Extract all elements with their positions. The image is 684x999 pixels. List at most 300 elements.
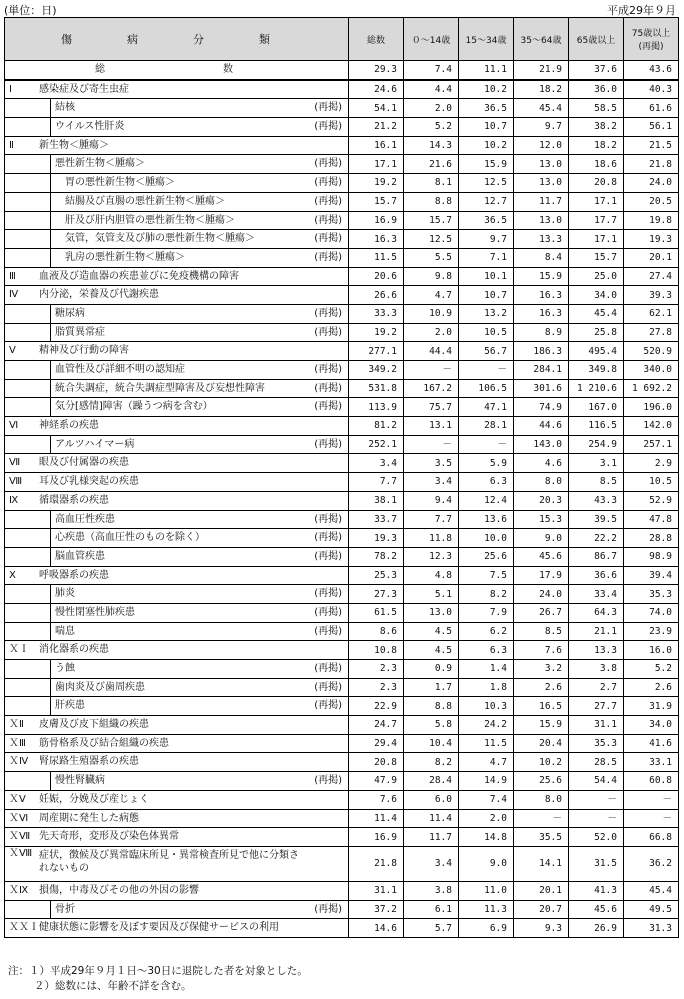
row-saikei-label [302, 137, 348, 155]
value-cell: 11.5 [349, 248, 404, 267]
table-row [5, 248, 679, 267]
value-cell: 20.8 [349, 753, 404, 772]
row-disease-name: 乳房の悪性新生物＜腫瘍＞ [55, 251, 185, 263]
value-cell: 47.1 [459, 398, 514, 417]
value-cell: 58.5 [569, 99, 624, 118]
row-saikei-label: (再掲) [314, 401, 342, 413]
row-disease-name: 精神及び行動の障害 [39, 345, 129, 357]
row-class-number [5, 660, 51, 678]
value-cell: 11.4 [349, 809, 404, 828]
value-cell: 4.4 [404, 80, 459, 99]
value-cell: 10.2 [459, 136, 514, 155]
value-cell: 13.3 [569, 641, 624, 660]
value-cell: 5.5 [404, 248, 459, 267]
value-cell: － [404, 435, 459, 454]
row-saikei-label: (再掲) [314, 102, 342, 114]
value-cell: 18.2 [514, 80, 569, 99]
row-saikei-label: (再掲) [314, 195, 342, 207]
value-cell: 60.8 [624, 772, 679, 791]
row-disease-name: 皮膚及び皮下組織の疾患 [39, 719, 149, 731]
value-cell: 8.5 [569, 473, 624, 492]
value-cell: 3.8 [569, 660, 624, 679]
row-label-cell [5, 192, 349, 211]
header-age-0-14: ０～14歳 [404, 18, 459, 61]
table-row [5, 828, 679, 847]
value-cell: 5.1 [404, 585, 459, 604]
row-saikei-label: (再掲) [314, 625, 342, 637]
value-cell: － [459, 435, 514, 454]
value-cell: 8.9 [514, 323, 569, 342]
row-class-number [5, 155, 51, 173]
table-row [5, 529, 679, 548]
table-row [5, 547, 679, 566]
value-cell: 24.2 [459, 716, 514, 735]
row-disease-name: 肺炎 [55, 588, 75, 600]
row-class-number [5, 529, 51, 547]
table-row [5, 585, 679, 604]
row-class-number: Ⅴ [9, 345, 16, 357]
value-cell: 8.4 [514, 248, 569, 267]
value-cell: 19.3 [349, 529, 404, 548]
row-class-number: ＸⅧ [9, 847, 33, 859]
value-cell: 21.8 [349, 846, 404, 881]
row-label-cell [5, 753, 349, 772]
value-cell: 10.7 [459, 118, 514, 137]
row-disease-name: 神経系の疾患 [39, 420, 99, 432]
value-cell: 186.3 [514, 342, 569, 361]
row-saikei-label: (再掲) [314, 438, 342, 450]
value-cell: 11.3 [459, 900, 514, 919]
value-cell: 35.3 [569, 734, 624, 753]
row-saikei-label: (再掲) [314, 251, 342, 263]
row-class-number [5, 99, 51, 117]
row-label-cell [5, 155, 349, 174]
row-class-number [5, 193, 51, 211]
value-cell: 7.1 [459, 248, 514, 267]
row-disease-name: 腎尿路生殖器系の疾患 [39, 756, 139, 768]
header-age-65-plus: 65歳以上 [569, 18, 624, 61]
row-label-cell [5, 585, 349, 604]
table-row [5, 267, 679, 286]
table-row [5, 641, 679, 660]
value-cell: 49.5 [624, 900, 679, 919]
value-cell: 2.3 [349, 660, 404, 679]
value-cell: 116.5 [569, 417, 624, 436]
value-cell: 31.9 [624, 697, 679, 716]
value-cell: 64.3 [569, 603, 624, 622]
value-cell: 7.6 [349, 790, 404, 809]
value-cell: 167.2 [404, 379, 459, 398]
row-saikei-label: (再掲) [314, 513, 342, 525]
table-row [5, 230, 679, 249]
value-cell: 21.1 [569, 622, 624, 641]
row-label-cell [5, 790, 349, 809]
row-class-number [5, 679, 51, 697]
row-label-cell [5, 529, 349, 548]
value-cell: 74.9 [514, 398, 569, 417]
value-cell: 20.3 [514, 491, 569, 510]
row-label-cell [5, 118, 349, 137]
value-cell: 62.1 [624, 304, 679, 323]
value-cell: 31.1 [569, 716, 624, 735]
table-row [5, 622, 679, 641]
row-class-number [5, 398, 51, 416]
value-cell: 11.1 [459, 61, 514, 80]
footnote-2: ２）総数には、年齢不詳を含む。 [34, 980, 192, 992]
value-cell: 21.5 [624, 136, 679, 155]
value-cell: 10.3 [459, 697, 514, 716]
value-cell: 66.8 [624, 828, 679, 847]
value-cell: 113.9 [349, 398, 404, 417]
value-cell: 43.3 [569, 491, 624, 510]
value-cell: 24.0 [624, 174, 679, 193]
date-label: 平成29年９月 [607, 4, 676, 17]
value-cell: 1 692.2 [624, 379, 679, 398]
row-class-number [5, 305, 51, 323]
value-cell: 19.8 [624, 211, 679, 230]
value-cell: 81.2 [349, 417, 404, 436]
row-saikei-label: (再掲) [314, 532, 342, 544]
table-row [5, 660, 679, 679]
value-cell: 54.1 [349, 99, 404, 118]
header-age-75-plus: 75歳以上 (再掲) [624, 18, 679, 61]
value-cell: 9.0 [514, 529, 569, 548]
value-cell: 39.3 [624, 286, 679, 305]
row-saikei-label: (再掲) [314, 177, 342, 189]
row-saikei-label [302, 268, 348, 286]
value-cell: 531.8 [349, 379, 404, 398]
value-cell: 3.1 [569, 454, 624, 473]
value-cell: 5.9 [459, 454, 514, 473]
value-cell: 16.3 [514, 286, 569, 305]
value-cell: 52.9 [624, 491, 679, 510]
value-cell: 39.5 [569, 510, 624, 529]
value-cell: 36.5 [459, 211, 514, 230]
row-saikei-label [302, 417, 348, 435]
value-cell: 1.8 [459, 678, 514, 697]
row-disease-name: 悪性新生物＜腫瘍＞ [55, 158, 145, 170]
row-label-cell [5, 828, 349, 847]
row-saikei-label [302, 342, 348, 360]
row-saikei-label: (再掲) [314, 326, 342, 338]
value-cell: 2.7 [569, 678, 624, 697]
value-cell: 74.0 [624, 603, 679, 622]
value-cell: 252.1 [349, 435, 404, 454]
row-label-cell [5, 248, 349, 267]
value-cell: 20.6 [349, 267, 404, 286]
value-cell: 47.8 [624, 510, 679, 529]
value-cell: 16.1 [349, 136, 404, 155]
value-cell: 9.0 [459, 846, 514, 881]
row-label-cell [5, 379, 349, 398]
value-cell: 6.1 [404, 900, 459, 919]
row-label-cell [5, 622, 349, 641]
row-saikei-label [302, 847, 348, 881]
row-disease-name: 慢性腎臓病 [55, 775, 105, 787]
value-cell: 44.6 [514, 417, 569, 436]
value-cell: 8.1 [404, 174, 459, 193]
value-cell: 10.2 [459, 80, 514, 99]
value-cell: 61.6 [624, 99, 679, 118]
value-cell: 12.3 [404, 547, 459, 566]
value-cell: 2.0 [404, 99, 459, 118]
value-cell: 25.6 [514, 772, 569, 791]
value-cell: 12.5 [459, 174, 514, 193]
value-cell: 1.7 [404, 678, 459, 697]
table-row [5, 846, 679, 881]
value-cell: 16.0 [624, 641, 679, 660]
row-label-cell [5, 435, 349, 454]
row-class-number: ＸⅨ [9, 884, 29, 896]
value-cell: 10.7 [459, 286, 514, 305]
value-cell: 36.6 [569, 566, 624, 585]
row-class-number: Ⅱ [9, 139, 14, 151]
table-row [5, 603, 679, 622]
value-cell: 26.9 [569, 919, 624, 938]
table-row [5, 379, 679, 398]
value-cell: 61.5 [349, 603, 404, 622]
value-cell: 7.4 [459, 790, 514, 809]
row-saikei-label: (再掲) [314, 700, 342, 712]
row-disease-name: 先天奇形，変形及び染色体異常 [39, 831, 179, 843]
row-label-cell [5, 881, 349, 900]
row-disease-name: 循環器系の疾患 [39, 494, 109, 506]
value-cell: 40.3 [624, 80, 679, 99]
value-cell: 4.5 [404, 622, 459, 641]
value-cell: 10.1 [459, 267, 514, 286]
row-label-cell [5, 267, 349, 286]
value-cell: 13.0 [514, 211, 569, 230]
value-cell: 106.5 [459, 379, 514, 398]
row-label-cell [5, 678, 349, 697]
value-cell: 86.7 [569, 547, 624, 566]
row-disease-name: 歯肉炎及び歯周疾患 [55, 681, 145, 693]
row-class-number: ＸＩ [9, 644, 29, 656]
row-disease-name: 肝及び肝内胆管の悪性新生物＜腫瘍＞ [55, 214, 235, 226]
value-cell: 22.2 [569, 529, 624, 548]
row-saikei-label: (再掲) [314, 588, 342, 600]
row-label-cell [5, 772, 349, 791]
value-cell: － [569, 809, 624, 828]
value-cell: 27.7 [569, 697, 624, 716]
value-cell: 45.6 [569, 900, 624, 919]
row-disease-name: 筋骨格系及び結合組織の疾患 [39, 737, 169, 749]
row-disease-name: 耳及び乳様突起の疾患 [39, 476, 139, 488]
value-cell: 3.2 [514, 660, 569, 679]
row-saikei-label: (再掲) [314, 663, 342, 674]
value-cell: 38.1 [349, 491, 404, 510]
row-disease-name: 総 数 [95, 64, 255, 75]
value-cell: 33.7 [349, 510, 404, 529]
table-row [5, 99, 679, 118]
row-disease-name: アルツハイマー病 [55, 438, 135, 450]
value-cell: 11.5 [459, 734, 514, 753]
value-cell: 17.7 [569, 211, 624, 230]
value-cell: 20.1 [514, 881, 569, 900]
value-cell: 11.7 [514, 192, 569, 211]
value-cell: 5.2 [404, 118, 459, 137]
row-disease-name: 気管，気管支及び肺の悪性新生物＜腫瘍＞ [55, 233, 255, 245]
row-saikei-label: (再掲) [314, 158, 342, 170]
value-cell: 142.0 [624, 417, 679, 436]
value-cell: 257.1 [624, 435, 679, 454]
row-disease-name: 血管性及び詳細不明の認知症 [55, 364, 185, 375]
value-cell: 47.9 [349, 772, 404, 791]
value-cell: 34.0 [624, 716, 679, 735]
value-cell: 12.0 [514, 136, 569, 155]
row-label-cell [5, 417, 349, 436]
row-label-cell [5, 547, 349, 566]
table-row [5, 174, 679, 193]
value-cell: 254.9 [569, 435, 624, 454]
table-row [5, 435, 679, 454]
row-saikei-label [302, 882, 348, 900]
row-disease-name: 結腸及び直腸の悪性新生物＜腫瘍＞ [55, 195, 225, 207]
value-cell: 26.6 [349, 286, 404, 305]
row-class-number: ＸＸＩ [9, 922, 39, 934]
value-cell: 28.8 [624, 529, 679, 548]
header-total: 総数 [349, 18, 404, 61]
value-cell: 3.5 [404, 454, 459, 473]
value-cell: 2.9 [624, 454, 679, 473]
table-row [5, 510, 679, 529]
row-saikei-label [302, 81, 348, 99]
value-cell: 24.6 [349, 80, 404, 99]
value-cell: 15.7 [404, 211, 459, 230]
value-cell: 17.1 [349, 155, 404, 174]
value-cell: 21.8 [624, 155, 679, 174]
value-cell: 31.1 [349, 881, 404, 900]
value-cell: 18.6 [569, 155, 624, 174]
value-cell: 7.6 [514, 641, 569, 660]
row-class-number: Ⅵ [9, 420, 19, 432]
row-saikei-label [302, 567, 348, 585]
value-cell: 33.1 [624, 753, 679, 772]
value-cell: 10.0 [459, 529, 514, 548]
value-cell: 20.5 [624, 192, 679, 211]
value-cell: 12.5 [404, 230, 459, 249]
row-label-cell [5, 473, 349, 492]
row-disease-name: 結核 [55, 102, 75, 114]
value-cell: 9.8 [404, 267, 459, 286]
value-cell: 14.8 [459, 828, 514, 847]
header-age-35-64: 35～64歳 [514, 18, 569, 61]
row-disease-name: 血液及び造血器の疾患並びに免疫機構の障害 [39, 270, 239, 282]
row-saikei-label [302, 791, 348, 809]
row-label-cell [5, 211, 349, 230]
row-disease-name: う蝕 [55, 663, 75, 674]
table-row [5, 919, 679, 938]
value-cell: 0.9 [404, 660, 459, 679]
value-cell: 15.9 [459, 155, 514, 174]
row-class-number: Ⅹ [9, 569, 16, 581]
row-label-cell [5, 603, 349, 622]
row-class-number [5, 118, 51, 136]
row-label-cell [5, 61, 349, 80]
table-row [5, 734, 679, 753]
row-saikei-label: (再掲) [314, 307, 342, 319]
value-cell: 10.2 [514, 753, 569, 772]
row-class-number [5, 511, 51, 529]
row-label-cell [5, 323, 349, 342]
value-cell: 35.3 [624, 585, 679, 604]
value-cell: 4.7 [459, 753, 514, 772]
value-cell: 25.0 [569, 267, 624, 286]
table-row [5, 192, 679, 211]
value-cell: 15.9 [514, 267, 569, 286]
value-cell: 13.2 [459, 304, 514, 323]
table-row [5, 678, 679, 697]
table-row [5, 753, 679, 772]
table-row [5, 80, 679, 99]
value-cell: 15.3 [514, 510, 569, 529]
row-label-cell [5, 286, 349, 305]
value-cell: 8.8 [404, 697, 459, 716]
row-disease-name: 健康状態に影響を及ぼす要因及び保健サービスの利用 [39, 922, 279, 934]
value-cell: 28.4 [404, 772, 459, 791]
value-cell: 15.9 [514, 716, 569, 735]
value-cell: 36.5 [459, 99, 514, 118]
value-cell: 7.9 [459, 603, 514, 622]
row-label-cell [5, 491, 349, 510]
row-saikei-label: (再掲) [314, 681, 342, 693]
row-disease-name: 妊娠，分娩及び産じょく [39, 793, 149, 805]
row-disease-name: 脳血管疾患 [55, 550, 105, 562]
value-cell: 6.3 [459, 473, 514, 492]
table-row [5, 136, 679, 155]
value-cell: 11.0 [459, 881, 514, 900]
row-disease-name: 周産期に発生した病態 [39, 812, 139, 824]
row-disease-name: 消化器系の疾患 [39, 644, 109, 656]
value-cell: 196.0 [624, 398, 679, 417]
row-disease-name: 骨折 [55, 903, 75, 915]
row-saikei-label: (再掲) [314, 214, 342, 226]
value-cell: 20.4 [514, 734, 569, 753]
value-cell: 8.6 [349, 622, 404, 641]
value-cell: 13.3 [514, 230, 569, 249]
table-row [5, 211, 679, 230]
table-row [5, 697, 679, 716]
row-label-cell [5, 398, 349, 417]
value-cell: 1.4 [459, 660, 514, 679]
value-cell: 33.3 [349, 304, 404, 323]
row-saikei-label [302, 286, 348, 304]
value-cell: 33.4 [569, 585, 624, 604]
value-cell: 16.9 [349, 828, 404, 847]
row-class-number [5, 901, 51, 919]
value-cell: 143.0 [514, 435, 569, 454]
value-cell: 14.1 [514, 846, 569, 881]
value-cell: 10.9 [404, 304, 459, 323]
value-cell: 28.5 [569, 753, 624, 772]
value-cell: 54.4 [569, 772, 624, 791]
value-cell: 17.9 [514, 566, 569, 585]
row-class-number [5, 249, 51, 267]
table-body [5, 61, 679, 938]
value-cell: 10.5 [459, 323, 514, 342]
row-label-cell [5, 342, 349, 361]
value-cell: 28.1 [459, 417, 514, 436]
row-saikei-label [302, 919, 348, 937]
value-cell: － [459, 361, 514, 380]
row-class-number [5, 61, 35, 79]
value-cell: 5.8 [404, 716, 459, 735]
row-saikei-label: (再掲) [314, 606, 342, 618]
value-cell: 20.7 [514, 900, 569, 919]
value-cell: 19.2 [349, 323, 404, 342]
value-cell: 45.4 [514, 99, 569, 118]
value-cell: － [569, 790, 624, 809]
